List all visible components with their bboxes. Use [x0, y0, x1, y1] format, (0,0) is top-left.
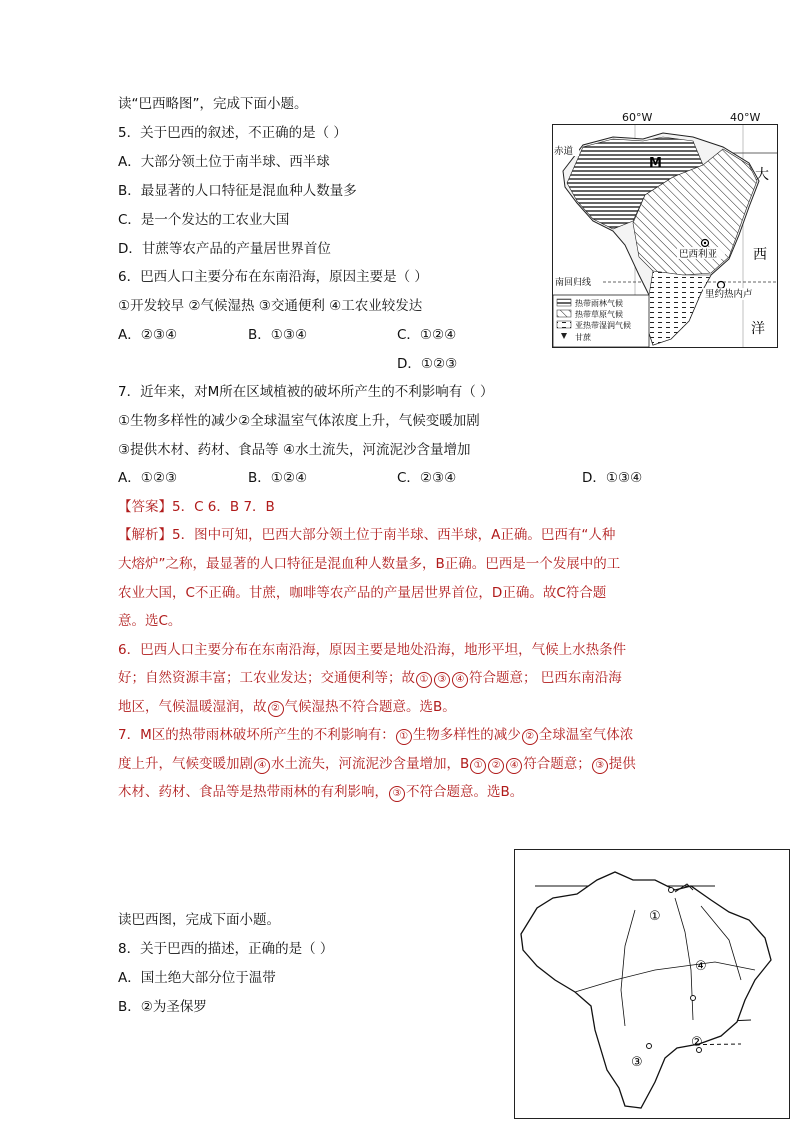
q5-stem: 5．关于巴西的叙述，不正确的是（ ） — [118, 125, 347, 141]
q7-choice-line-2: ③提供木材、药材、食品等 ④水土流失，河流泥沙含量增加 — [118, 442, 471, 458]
brazil-outline-map — [514, 849, 790, 1119]
q7-option-a: A．①②③ — [118, 470, 178, 486]
analysis-text: 7．M区的热带雨林破坏所产生的不利影响有： — [118, 727, 395, 743]
label-equator: 赤道 — [554, 146, 574, 157]
legend-savanna: 热带草原气候 — [575, 310, 623, 319]
circled-number: ③ — [389, 786, 405, 802]
q5-option-c: C．是一个发达的工农业大国 — [118, 212, 290, 228]
q7-stem: 7．近年来，对M所在区域植被的破坏所产生的不利影响有（ ） — [118, 384, 494, 400]
analysis-text: 气候湿热不符合题意。选B。 — [284, 699, 456, 715]
q7-choice-line-1: ①生物多样性的减少②全球温室气体浓度上升，气候变暖加剧 — [118, 413, 480, 429]
label-rio: 里约热内卢 — [705, 289, 753, 300]
analysis-7-line-3 — [118, 782, 523, 802]
analysis-tag: 【解析】 — [118, 527, 172, 543]
analysis-text: 水土流失，河流泥沙含量增加，B — [271, 756, 470, 772]
circled-number: ① — [470, 758, 486, 774]
circled-number: ④ — [254, 758, 270, 774]
analysis-7-line-1 — [118, 725, 633, 745]
intro-text-2: 读巴西图，完成下面小题。 — [118, 912, 280, 928]
q8-option-b: B．②为圣保罗 — [118, 999, 207, 1015]
analysis-6-line-1: 6．巴西人口主要分布在东南沿海，原因主要是地处沿海，地形平坦，气候上水热条件 — [118, 642, 627, 658]
map-marker-3: ③ — [631, 1055, 643, 1070]
answer-tag: 【答案】 — [118, 499, 172, 515]
analysis-text: 符合题意； — [523, 756, 591, 772]
q5-option-a: A．大部分领土位于南半球、西半球 — [118, 154, 330, 170]
analysis-7-line-2 — [118, 754, 636, 774]
analysis-6-line-3 — [118, 697, 456, 717]
ocean-label-2: 西 — [753, 247, 767, 263]
analysis-text: 度上升，气候变暖加剧 — [118, 756, 253, 772]
circled-number: ② — [522, 729, 538, 745]
subtropical-zone — [645, 271, 711, 345]
circled-number: ③ — [592, 758, 608, 774]
q7-option-c: C．②③④ — [397, 470, 457, 486]
legend-sugarcane: 甘蔗 — [575, 333, 591, 342]
legend-subtropical: 亚热带湿润气候 — [575, 321, 631, 330]
analysis-6-line-2 — [118, 668, 622, 688]
brazil-climate-map — [552, 124, 778, 348]
q8-stem: 8．关于巴西的描述，正确的是（ ） — [118, 941, 334, 957]
q6-reasons: ①开发较早 ②气候湿热 ③交通便利 ④工农业较发达 — [118, 298, 423, 314]
label-tropic: 南回归线 — [555, 278, 592, 288]
analysis-text: 全球温室气体浓 — [538, 727, 634, 743]
circled-number: ④ — [506, 758, 522, 774]
map-marker-1: ① — [649, 909, 661, 924]
analysis-text: 地区，气候温暖湿润，故 — [118, 699, 267, 715]
legend-rainforest: 热带雨林气候 — [575, 299, 623, 308]
answer-text: 5．C 6．B 7．B — [172, 499, 275, 515]
analysis-text: 符合题意； 巴西东南沿海 — [469, 670, 622, 686]
circled-number: ④ — [452, 672, 468, 688]
analysis-5-line-2: 大熔炉”之称，最显著的人口特征是混血种人数量多，B正确。巴西是一个发展中的工 — [118, 556, 621, 572]
circled-number: ② — [268, 701, 284, 717]
label-lon-40-top: 40°W — [730, 111, 761, 124]
q6-option-a: A．②③④ — [118, 327, 178, 343]
analysis-text: 好；自然资源丰富；工农业发达；交通便利等；故 — [118, 670, 415, 686]
q7-option-d: D．①③④ — [582, 470, 643, 486]
circled-number: ① — [416, 672, 432, 688]
map-marker-2: ② — [691, 1035, 703, 1050]
ocean-label-1: 大 — [755, 167, 769, 183]
brazil-outline-map-svg — [515, 850, 789, 1118]
analysis-text: 5．图中可知，巴西大部分领土位于南半球、西半球，A正确。巴西有“人种 — [172, 527, 616, 543]
circled-number: ③ — [434, 672, 450, 688]
analysis-5-line-1 — [118, 525, 615, 545]
circled-number: ① — [396, 729, 412, 745]
q6-option-c: C．①②④ — [397, 327, 457, 343]
rio-marker — [718, 282, 725, 289]
intro-text-1: 读“巴西略图”，完成下面小题。 — [118, 96, 308, 112]
q6-option-d: D．①②③ — [397, 356, 458, 372]
circled-number: ② — [488, 758, 504, 774]
q7-option-b: B．①②④ — [248, 470, 308, 486]
answer-line — [118, 497, 275, 517]
analysis-text: 提供 — [608, 756, 636, 772]
label-brasilia: 巴西利亚 — [679, 249, 718, 260]
map-label-m: M — [649, 156, 662, 171]
q6-option-b: B．①③④ — [248, 327, 308, 343]
q8-option-a: A．国土绝大部分位于温带 — [118, 970, 276, 986]
label-lon-60-top: 60°W — [622, 111, 653, 124]
ocean-label-3: 洋 — [751, 321, 765, 337]
brazil-climate-map-svg — [553, 125, 777, 347]
analysis-text: 木材、药材、食品等是热带雨林的有利影响， — [118, 784, 388, 800]
q6-stem: 6．巴西人口主要分布在东南沿海，原因主要是（ ） — [118, 269, 428, 285]
analysis-text: 生物多样性的减少 — [412, 727, 521, 743]
brazil-outline-2 — [521, 872, 771, 1108]
analysis-5-line-4: 意。选C。 — [118, 613, 182, 629]
q5-option-b: B．最显著的人口特征是混血种人数量多 — [118, 183, 357, 199]
map-marker-4: ④ — [695, 959, 707, 974]
analysis-5-line-3: 农业大国，C不正确。甘蔗，咖啡等农产品的产量居世界首位，D正确。故C符合题 — [118, 585, 607, 601]
q5-option-d: D．甘蔗等农产品的产量居世界首位 — [118, 241, 331, 257]
analysis-text: 不符合题意。选B。 — [406, 784, 524, 800]
